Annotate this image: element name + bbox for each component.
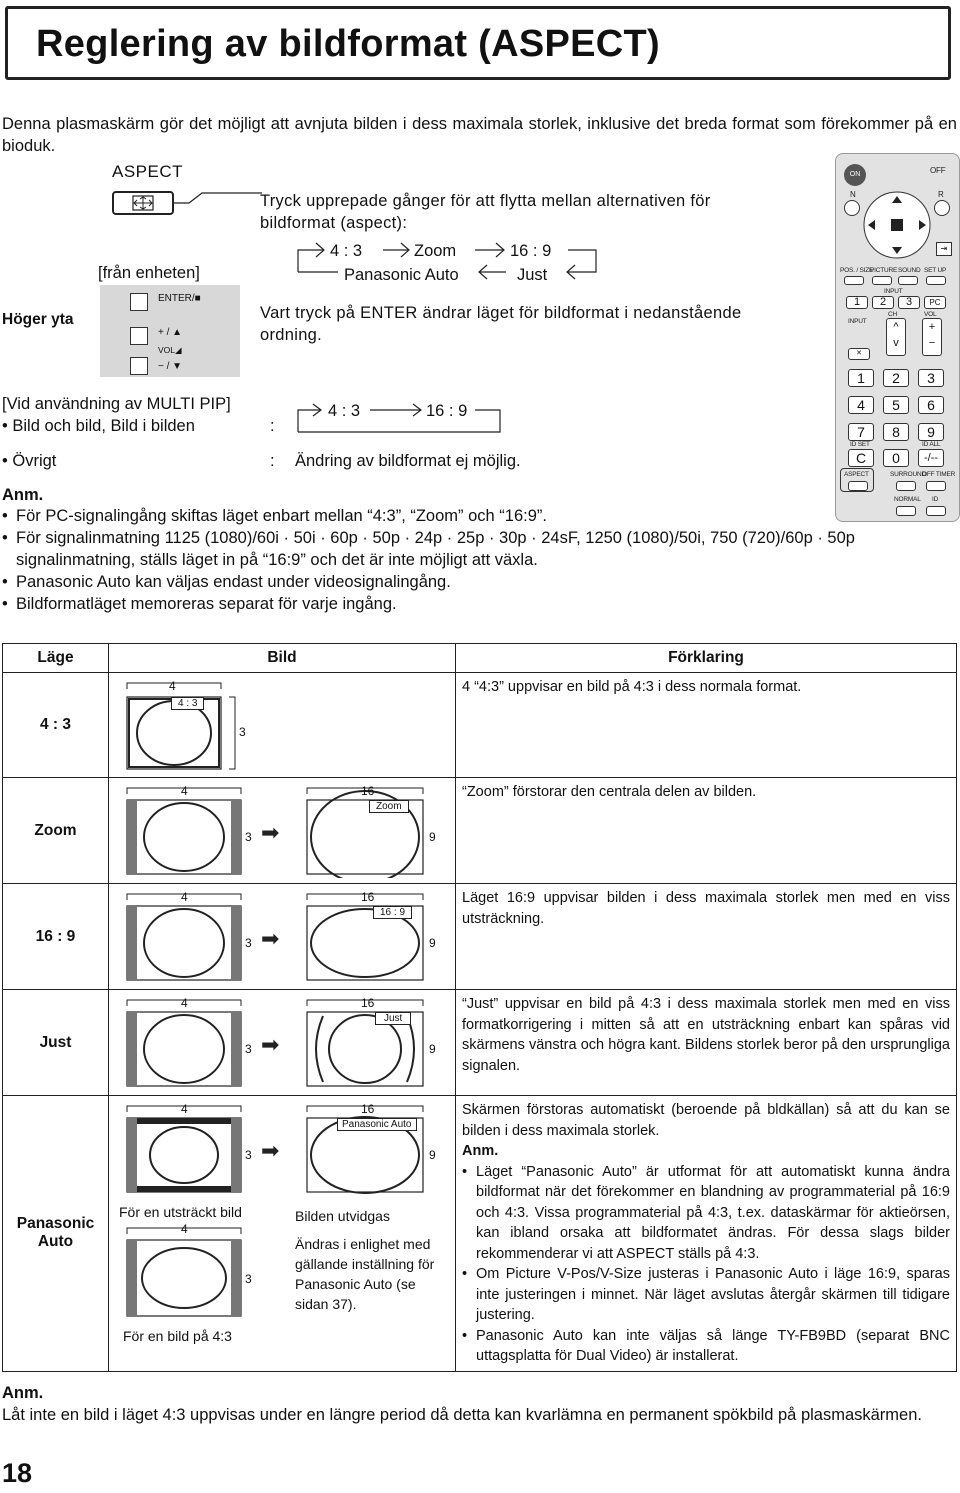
auto-note-item: • Om Picture V-Pos/V-Size justeras i Panasonic Auto i läge 16:9, sparas inte justeringen i minnet. När läget avslutas återgår skärmen till tidigare justering. [462,1264,950,1326]
remote-off-label: OFF [930,166,946,175]
remote-r-button[interactable] [934,200,950,216]
aspect-leader-line [174,190,264,206]
remote-sound-label: SOUND [898,267,921,274]
remote-num-2[interactable]: 2 [883,369,909,387]
minus-label: − / ▼ [158,361,183,372]
multipip-row2-colon: : [270,452,275,470]
remote-aspect-button[interactable] [848,481,868,491]
diagram-auto-width-43: 4 [181,1102,188,1116]
remote-ch-label: CH [888,311,897,318]
remote-on-button[interactable]: ON [844,164,866,186]
multipip-cycle-169: 16 : 9 [426,402,468,420]
remote-clear-button[interactable]: C [848,449,874,467]
remote-input-side-label: INPUT [848,318,867,325]
diagram-just-width-43: 4 [181,996,188,1010]
remote-input-2[interactable]: 2 [872,296,894,309]
remote-num-8[interactable]: 8 [883,423,909,441]
remote-n-button[interactable] [844,200,860,216]
remote-setup-label: SET UP [924,267,947,274]
remote-num-9[interactable]: 9 [918,423,944,441]
remote-pos-size-label: POS. / SIZE [840,267,874,274]
diagram-stretched-height: 3 [245,1272,252,1286]
diagram-169-height-169: 9 [429,936,436,950]
aspect-label: ASPECT [112,162,184,181]
mode-cell-label: Panasonic Auto [16,1215,95,1251]
remote-id-all-label: ID ALL [922,441,941,448]
diagram-just-height-43: 3 [245,1042,252,1056]
remote-num-0[interactable]: 0 [883,449,909,467]
diagram-169-width-169: 16 [361,890,375,904]
expanded-label: Bilden utvidgas [295,1208,390,1224]
diagram-auto-width-169: 16 [361,1102,375,1116]
image-cell [109,778,456,884]
diagram-just-tag: Just [375,1012,411,1025]
enter-key[interactable] [130,293,148,311]
plus-label: + / ▲ [158,327,183,338]
header-explanation: Förklaring [456,644,957,673]
diagram-43-width: 4 [169,679,176,693]
remote-picture-label: PICTURE [870,267,898,274]
remote-sound-button[interactable] [898,276,918,285]
note-item: • För signalinmatning 1125 (1080)/60i · 50i · 60p · 50p · 24p · 25p · 30p · 24sF, 1250 (1080)/50i, 750 (720)/60p · 50p signalinmatning, ställs läget in på “16:9” och det är inte möjligt att växla. [2,527,932,571]
remote-ch-rocker[interactable]: ^ v [886,318,906,356]
note-item: • Panasonic Auto kan väljas endast under videosignalingång. [2,571,932,593]
diagram-zoom-height-43: 3 [245,830,252,844]
multipip-cycle-diagram [290,396,510,438]
page-title: Reglering av bildformat (ASPECT) [36,23,661,65]
mode-cell: Just [3,990,109,1096]
table-row [3,884,957,990]
diagram-zoom-tag: Zoom [369,800,409,813]
aspect-mode-table [2,643,957,1372]
diagram-zoom-height-169: 9 [429,830,436,844]
diagram-auto-height-169: 9 [429,1148,436,1162]
cycle-169: 16 : 9 [510,242,552,260]
stretched-label: För en utsträckt bild [119,1204,242,1220]
mode-cell: 16 : 9 [3,884,109,990]
remote-normal-button[interactable] [896,506,916,516]
enter-label: ENTER/■ [158,293,201,304]
explanation-cell: 4 “4:3” uppvisar en bild på 4:3 i dess normala format. [456,673,957,778]
note-item: • Bildformatläget memoreras separat för varje ingång. [2,593,932,615]
minus-key[interactable] [130,357,148,375]
table-row [3,673,957,778]
aspect-button[interactable] [112,191,174,215]
table-row [3,778,957,884]
remote-n-label: N [850,190,856,199]
diagram-auto-stretched [125,1224,265,1324]
diagram-just-width-169: 16 [361,996,375,1010]
auto-note-heading: Anm. [462,1143,499,1159]
diagram-just-height-169: 9 [429,1042,436,1056]
remote-picture-button[interactable] [872,276,892,285]
table-header-row [3,644,957,673]
image-cell [109,673,456,778]
table-row [3,990,957,1096]
remote-num-5[interactable]: 5 [883,396,909,414]
just-arrow-icon: ➡ [261,1032,280,1057]
remote-input-3[interactable]: 3 [898,296,920,309]
remote-id-switch[interactable] [926,506,946,516]
auto-notes-list [462,1162,950,1367]
remote-num-3[interactable]: 3 [918,369,944,387]
enter-text: Vart tryck på ENTER ändrar läget för bildformat i nedanstående ordning. [260,304,742,344]
remote-id-label: ID [932,496,939,503]
169-arrow-icon: ➡ [261,926,280,951]
title-box [5,6,951,80]
remote-num-6[interactable]: 6 [918,396,944,414]
remote-id-set-label: ID SET [850,441,870,448]
zoom-arrow-icon: ➡ [261,820,280,845]
remote-input-top-label: INPUT [884,288,903,295]
right-side-label: Höger yta [2,311,74,328]
diagram-stretched-width: 4 [181,1222,188,1236]
press-text: Tryck upprepade gånger för att flytta mellan alternativen för bildformat (aspect): [260,192,711,232]
multipip-row1-colon: : [270,417,275,435]
diagram-auto-height-43: 3 [245,1148,252,1162]
table-row [3,1096,957,1372]
remote-pos-size-button[interactable] [844,276,864,285]
mode-cell: 4 : 3 [3,673,109,778]
mode-cell [3,1096,109,1372]
diagram-auto-tag: Panasonic Auto [337,1118,417,1131]
explanation-cell: “Just” uppvisar en bild på 4:3 i dess maximala storlek men med en viss formatkorrigering i mitten så att en utsträckning enbart kan spåras vid skärmens vänstra och högra kant. Bildens storlek beror på den ursprungliga signalen. [456,990,957,1096]
header-image: Bild [109,644,456,673]
diagram-169-height-43: 3 [245,936,252,950]
explanation-cell: “Zoom” förstorar den centrala delen av bilden. [456,778,957,884]
remote-input-pc[interactable]: PC [924,296,946,309]
remote-return-button[interactable]: ⇥ [936,242,952,256]
diagram-43-height: 3 [239,725,246,739]
remote-surround-label: SURROUND [890,471,926,478]
auto-note-item: • Panasonic Auto kan inte väljas så länge TY-FB9BD (separat BNC uttagsplatta för Dual Video) är installerat. [462,1326,950,1367]
mode-cell: Zoom [3,778,109,884]
remote-vol-label: VOL [924,311,937,318]
cycle-just: Just [517,266,548,284]
remote-off-timer-button[interactable] [926,481,946,491]
multipip-row1-label: • Bild och bild, Bild i bilden [2,417,195,435]
remote-aspect-label: ASPECT [844,471,869,478]
multipip-row2-label: • Övrigt [2,452,57,470]
remote-num-4[interactable]: 4 [848,396,874,414]
remote-num-1[interactable]: 1 [848,369,874,387]
plus-key[interactable] [130,327,148,345]
remote-off-timer-label: OFF TIMER [922,471,956,478]
explanation-cell [456,1096,957,1372]
multipip-heading: [Vid användning av MULTI PIP] [2,395,231,413]
intro-text: Denna plasmaskärm gör det möjligt att avnjuta bilden i dess maximala storlek, inklusive det breda format som förekommer på en bioduk. [2,115,957,155]
cycle-zoom: Zoom [414,242,457,260]
footer-note-text: Låt inte en bild i läget 4:3 uppvisas under en längre period då detta kan kvarlämna en permanent spökbild på plasmaskärmen. [2,1406,922,1424]
from-unit-label: [från enheten] [98,264,200,282]
cycle-auto: Panasonic Auto [344,266,459,284]
remote-r-label: R [938,190,944,199]
diagram-169-tag: 16 : 9 [373,906,412,919]
note-item: • För PC-signalingång skiftas läget enbart mellan “4:3”, “Zoom” och “16:9”. [2,505,932,527]
image-cell [109,884,456,990]
remote-vol-rocker[interactable]: + − [922,318,942,356]
diagram-zoom-width-169: 16 [361,784,375,798]
remote-setup-button[interactable] [926,276,946,285]
remote-dpad[interactable] [862,190,932,260]
vol-label: VOL◢ [158,345,182,355]
auto-arrow-icon: ➡ [261,1138,280,1163]
diagram-169-width-43: 4 [181,890,188,904]
remote-dash-button[interactable]: -/-- [918,449,944,467]
multipip-row2-text: Ändring av bildformat ej möjlig. [295,452,521,470]
remote-input-1[interactable]: 1 [846,296,868,309]
multipip-cycle-43: 4 : 3 [328,402,361,420]
for43-label: För en bild på 4:3 [123,1328,232,1344]
explanation-cell: Läget 16:9 uppvisar bilden i dess maximala storlek men med en viss utsträckning. [456,884,957,990]
image-cell [109,1096,456,1372]
auto-note-item: • Läget “Panasonic Auto” är utformat för att automatiskt kunna ändra bildformat när det förekommer en blandning av programmaterial på 16:9 och 4:3. Vissa programmaterial på 4:3, t.ex. dataskärmar för aktieörsen, kan ibland orsaka att bildformatet ändras. För dessa slags bilder rekommenderar vi att ASPECT ställs på 4:3. [462,1162,950,1265]
changed-label: Ändras i enlighet med gällande inställning för Panasonic Auto (se sidan 37). [295,1236,435,1312]
image-cell [109,990,456,1096]
remote-mute-button[interactable]: ✕ [848,348,870,360]
footer-note-heading: Anm. [2,1384,44,1402]
aspect-button-icon [114,193,172,213]
diagram-43-tag: 4 : 3 [171,697,204,710]
side-panel [100,285,240,377]
remote-control [835,153,960,522]
note-heading: Anm. [2,486,44,504]
remote-surround-button[interactable] [896,481,916,491]
page-number: 18 [2,1458,33,1488]
auto-intro: Skärmen förstoras automatiskt (beroende på bldkällan) så att du kan se bilden i dess maximala storlek. [462,1102,950,1139]
cycle-43: 4 : 3 [330,242,363,260]
header-mode: Läge [3,644,109,673]
diagram-zoom-width-43: 4 [181,784,188,798]
remote-normal-label: NORMAL [894,496,921,503]
remote-num-7[interactable]: 7 [848,423,874,441]
notes-list [2,505,932,615]
